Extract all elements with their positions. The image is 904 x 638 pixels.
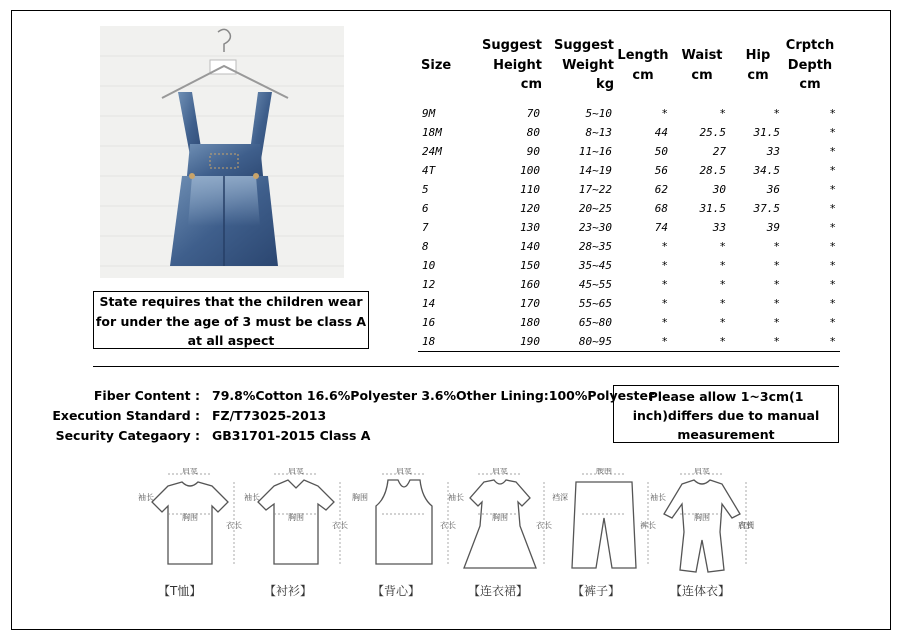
table-cell: *	[829, 107, 836, 120]
table-cell: 36	[766, 183, 780, 196]
garment-shape	[572, 482, 636, 568]
dimension-label: 胸围	[288, 513, 304, 522]
table-cell: 16	[422, 316, 436, 329]
table-cell: *	[773, 297, 780, 310]
table-cell: 80~95	[578, 335, 612, 348]
table-cell: 28~35	[578, 240, 612, 253]
dimension-label: 衣长	[738, 521, 754, 530]
column-header-height	[462, 36, 542, 95]
table-cell: 11~16	[578, 145, 612, 158]
table-cell: *	[829, 202, 836, 215]
table-cell: 44	[654, 126, 668, 139]
table-cell: 62	[654, 183, 668, 196]
table-cell: *	[773, 316, 780, 329]
column-header-line: Crptch	[785, 38, 835, 53]
dimension-label: 胸围	[492, 513, 508, 522]
garment-shape	[664, 480, 740, 572]
table-cell: 140	[520, 240, 540, 253]
table-row	[418, 180, 840, 199]
table-cell: *	[661, 297, 668, 310]
section-divider	[93, 366, 839, 367]
table-cell: *	[661, 240, 668, 253]
table-cell: 74	[654, 221, 668, 234]
column-header-line: Waist	[681, 48, 723, 63]
column-header-line: cm	[632, 67, 654, 83]
garment-label-romper: 【连体衣】	[670, 584, 731, 598]
table-header	[418, 36, 840, 104]
table-row	[418, 332, 840, 351]
table-cell: 30	[712, 183, 726, 196]
column-header-weight	[548, 36, 614, 95]
table-row	[418, 104, 840, 123]
table-cell: *	[829, 126, 836, 139]
column-header-line: Size	[421, 58, 452, 73]
column-header-size	[421, 56, 461, 76]
table-cell: 39	[766, 221, 780, 234]
table-cell: 23~30	[578, 221, 612, 234]
table-cell: 120	[520, 202, 540, 215]
fiber-content-label: Fiber Content :	[93, 388, 200, 403]
table-cell: 45~55	[578, 278, 612, 291]
table-cell: 35~45	[578, 259, 612, 272]
column-header-line: cm	[747, 67, 769, 83]
table-cell: 31.5	[753, 126, 780, 139]
dimension-label: 衣长	[536, 521, 552, 530]
spec-row-security	[44, 426, 654, 446]
table-cell: *	[829, 240, 836, 253]
table-cell: 180	[520, 316, 540, 329]
table-cell: 50	[654, 145, 668, 158]
garment-shape	[464, 480, 536, 568]
table-cell: 8	[422, 240, 429, 253]
garment-shape	[258, 480, 334, 564]
dimension-label: 肩宽	[288, 468, 304, 475]
table-cell: *	[829, 335, 836, 348]
execution-standard-value: FZ/T73025-2013	[212, 408, 327, 423]
dimension-label: 衣长	[226, 521, 242, 530]
product-specs	[44, 386, 654, 446]
table-row	[418, 256, 840, 275]
column-header-line: Weight	[562, 57, 614, 73]
column-header-line: cm	[520, 77, 542, 92]
dimension-label: 袖长	[650, 493, 666, 502]
spec-row-fiber	[44, 386, 654, 406]
column-header-line: Depth	[787, 57, 833, 73]
garment-outline-tshirt	[138, 468, 242, 578]
table-cell: 150	[520, 259, 540, 272]
security-category-label: Security Categaory :	[55, 428, 200, 443]
dimension-label: 胸围	[694, 513, 710, 522]
table-cell: *	[661, 316, 668, 329]
table-cell: *	[719, 107, 726, 120]
garment-shape	[376, 480, 432, 564]
column-header-line: Length	[617, 48, 669, 63]
table-row	[418, 218, 840, 237]
table-row	[418, 123, 840, 142]
table-cell: 24M	[422, 145, 442, 158]
column-header-line: Height	[493, 57, 542, 73]
garment-label-dress: 【连衣裙】	[468, 584, 529, 598]
age-class-notice	[93, 291, 369, 349]
age-class-notice-text: State requires that the children wear for under the age of 3 must be class A at all aspect	[95, 294, 367, 348]
garment-outline-romper	[650, 468, 754, 578]
dimension-label: 肩宽	[182, 468, 198, 475]
table-cell: 5	[422, 183, 429, 196]
garment-diagram-vest	[352, 468, 456, 582]
table-cell: 80	[526, 126, 540, 139]
dimension-label: 袖长	[138, 493, 154, 502]
garment-diagram-romper	[650, 468, 754, 582]
table-cell: *	[719, 240, 726, 253]
table-cell: 70	[526, 107, 540, 120]
table-cell: *	[719, 278, 726, 291]
garment-outline-dress	[448, 468, 552, 578]
table-cell: *	[719, 335, 726, 348]
table-cell: *	[829, 278, 836, 291]
table-cell: 28.5	[699, 164, 726, 177]
column-header-length	[616, 46, 670, 85]
garment-diagram-shirt	[244, 468, 348, 582]
table-cell: 33	[712, 221, 726, 234]
table-cell: *	[773, 335, 780, 348]
table-cell: *	[719, 297, 726, 310]
table-cell: 100	[520, 164, 540, 177]
table-cell: *	[829, 297, 836, 310]
garment-outline-pants	[552, 468, 656, 578]
table-cell: 14	[422, 297, 436, 310]
table-cell: *	[661, 335, 668, 348]
dimension-label: 裤长	[640, 521, 656, 530]
table-cell: 56	[654, 164, 668, 177]
column-header-line: cm	[799, 77, 821, 92]
table-cell: 110	[520, 183, 540, 196]
table-cell: *	[829, 221, 836, 234]
table-cell: 65~80	[578, 316, 612, 329]
dimension-label: 袖长	[448, 493, 464, 502]
column-header-line: kg	[596, 77, 614, 92]
garment-diagram-tshirt	[138, 468, 242, 582]
dimension-label: 衣长	[332, 521, 348, 530]
security-category-value: GB31701-2015 Class A	[212, 428, 371, 443]
spec-row-standard	[44, 406, 654, 426]
table-cell: 8~13	[585, 126, 612, 139]
column-header-line: Suggest	[482, 38, 542, 53]
size-chart-table	[418, 36, 840, 352]
measurement-allowance-text: Please allow 1~3cm(1 inch)differs due to manual measurement	[632, 389, 820, 442]
table-cell: 37.5	[753, 202, 780, 215]
column-header-line: Suggest	[554, 38, 614, 53]
table-cell: 10	[422, 259, 436, 272]
table-cell: 20~25	[578, 202, 612, 215]
table-cell: 31.5	[699, 202, 726, 215]
table-cell: 18M	[422, 126, 442, 139]
garment-diagram-dress	[448, 468, 552, 582]
dimension-label: 胸围	[182, 513, 198, 522]
column-header-line: Hip	[745, 48, 771, 63]
table-cell: 4T	[422, 164, 436, 177]
table-cell: *	[829, 164, 836, 177]
table-cell: 68	[654, 202, 668, 215]
table-cell: 170	[520, 297, 540, 310]
table-cell: 5~10	[585, 107, 612, 120]
table-cell: *	[829, 316, 836, 329]
table-row	[418, 294, 840, 313]
garment-diagram-pants	[552, 468, 656, 582]
product-photo	[100, 26, 344, 278]
table-cell: 25.5	[699, 126, 726, 139]
column-header-hip	[734, 46, 782, 85]
table-cell: 90	[526, 145, 540, 158]
fiber-content-value: 79.8%Cotton 16.6%Polyester 3.6%Other Lining:100%Polyester	[212, 388, 655, 403]
table-row	[418, 161, 840, 180]
column-header-line: cm	[691, 67, 713, 83]
table-cell: *	[719, 316, 726, 329]
table-cell: 14~19	[578, 164, 612, 177]
table-cell: *	[773, 259, 780, 272]
dimension-label: 胸围	[352, 493, 368, 502]
column-header-crotch	[784, 36, 836, 95]
table-cell: *	[661, 107, 668, 120]
dimension-label: 袖长	[244, 493, 260, 502]
execution-standard-label: Execution Standard :	[52, 408, 200, 423]
column-header-waist	[676, 46, 728, 85]
table-cell: 6	[422, 202, 429, 215]
table-row	[418, 313, 840, 332]
table-cell: *	[773, 107, 780, 120]
table-cell: 190	[520, 335, 540, 348]
table-cell: *	[829, 145, 836, 158]
table-cell: *	[829, 183, 836, 196]
dimension-label: 腰围	[596, 468, 612, 475]
dimension-label: 衣长	[440, 521, 456, 530]
dimension-label: 肩宽	[396, 468, 412, 475]
garment-outline-shirt	[244, 468, 348, 578]
table-cell: 18	[422, 335, 436, 348]
table-cell: *	[661, 278, 668, 291]
table-body	[418, 104, 840, 351]
measurement-allowance-note	[613, 385, 839, 443]
table-cell: *	[829, 259, 836, 272]
table-row	[418, 199, 840, 218]
garment-label-tshirt: 【T恤】	[158, 584, 202, 598]
table-row	[418, 142, 840, 161]
dimension-label: 裆深	[552, 493, 568, 502]
dimension-label: 肩宽	[492, 468, 508, 475]
table-cell: *	[661, 259, 668, 272]
table-cell: 12	[422, 278, 436, 291]
table-row	[418, 237, 840, 256]
table-cell: 55~65	[578, 297, 612, 310]
garment-label-shirt: 【衬衫】	[264, 584, 313, 598]
table-cell: 160	[520, 278, 540, 291]
table-cell: 33	[766, 145, 780, 158]
table-cell: 27	[712, 145, 726, 158]
table-cell: 7	[422, 221, 429, 234]
dimension-label: 肩宽	[694, 468, 710, 475]
table-cell: *	[719, 259, 726, 272]
garment-outline-vest	[352, 468, 456, 578]
garment-shape	[152, 482, 228, 564]
dimension-label: 肩到	[738, 521, 754, 530]
table-cell: 34.5	[753, 164, 780, 177]
table-cell: 17~22	[578, 183, 612, 196]
garment-label-vest: 【背心】	[372, 584, 421, 598]
table-cell: *	[773, 240, 780, 253]
table-row	[418, 275, 840, 294]
table-cell: 130	[520, 221, 540, 234]
garment-label-pants: 【裤子】	[572, 584, 621, 598]
table-cell: *	[773, 278, 780, 291]
table-cell: 9M	[422, 107, 436, 120]
